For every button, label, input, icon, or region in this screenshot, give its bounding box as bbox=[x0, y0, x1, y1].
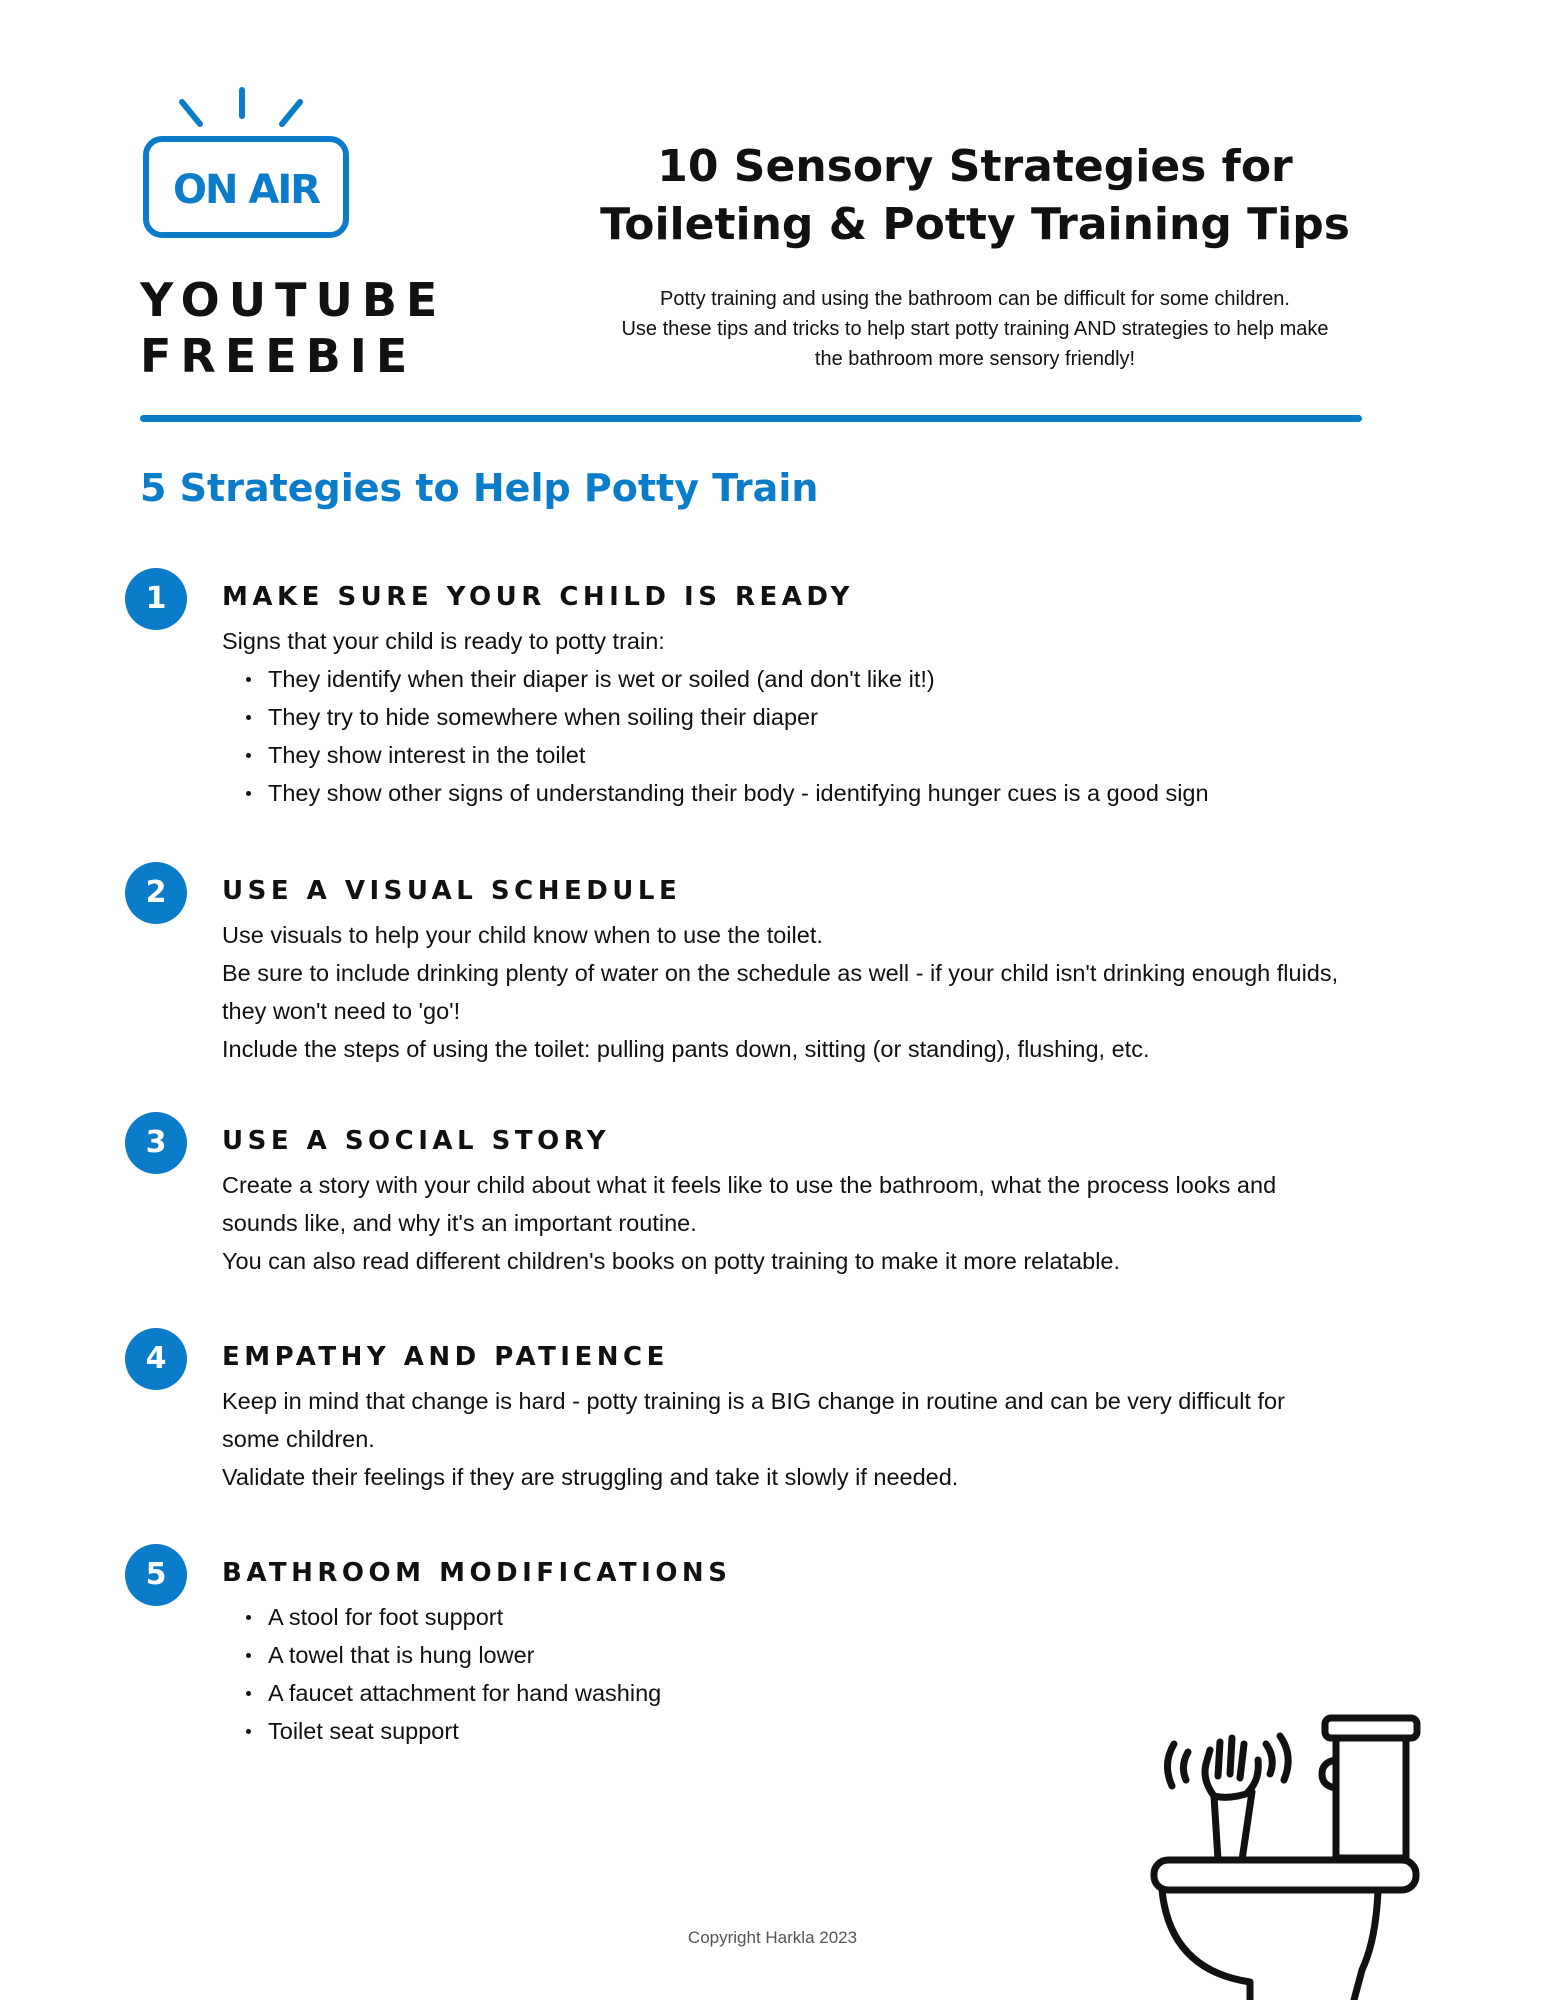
strategy-line: they won't need to 'go'! bbox=[222, 998, 461, 1024]
list-item: They show interest in the toilet bbox=[246, 736, 1422, 774]
strategy-number-badge: 4 bbox=[125, 1328, 187, 1390]
list-item: Toilet seat support bbox=[246, 1712, 1422, 1750]
page-title bbox=[560, 138, 1390, 254]
strategy-heading: USE A VISUAL SCHEDULE bbox=[222, 876, 682, 906]
strategy-line: Create a story with your child about what it feels like to use the bathroom, what the process looks and bbox=[222, 1172, 1277, 1198]
strategy-number-badge: 3 bbox=[125, 1112, 187, 1174]
strategy-line: Be sure to include drinking plenty of water on the schedule as well - if your child isn't drinking enough fluids, bbox=[222, 960, 1339, 986]
on-air-label: ON AIR bbox=[172, 167, 320, 213]
list-item: A towel that is hung lower bbox=[246, 1636, 1422, 1674]
strategy-line: Validate their feelings if they are struggling and take it slowly if needed. bbox=[222, 1464, 959, 1490]
strategy-number-badge: 5 bbox=[125, 1544, 187, 1606]
strategy-body bbox=[222, 1382, 1422, 1496]
strategy-line: Use visuals to help your child know when to use the toilet. bbox=[222, 922, 823, 948]
list-item: They try to hide somewhere when soiling their diaper bbox=[246, 698, 1422, 736]
strategy-text: Signs that your child is ready to potty train: bbox=[222, 628, 665, 654]
strategy-line: sounds like, and why it's an important routine. bbox=[222, 1210, 697, 1236]
intro-line-3: the bathroom more sensory friendly! bbox=[814, 348, 1136, 370]
copyright-text: Copyright Harkla 2023 bbox=[687, 1928, 858, 1947]
page-title-line-1: 10 Sensory Strategies for bbox=[657, 141, 1293, 192]
strategy-body bbox=[222, 622, 1422, 812]
strategy-line: some children. bbox=[222, 1426, 375, 1452]
strategy-heading: BATHROOM MODIFICATIONS bbox=[222, 1558, 732, 1588]
divider bbox=[140, 415, 1362, 422]
toilet-hand-waving-icon bbox=[1140, 1700, 1440, 2000]
list-item: They identify when their diaper is wet or soiled (and don't like it!) bbox=[246, 660, 1422, 698]
intro-text bbox=[560, 284, 1390, 374]
intro-line-1: Potty training and using the bathroom can be difficult for some children. bbox=[660, 288, 1290, 310]
strategy-heading: USE A SOCIAL STORY bbox=[222, 1126, 611, 1156]
bullet-list bbox=[222, 660, 1422, 812]
section-title: 5 Strategies to Help Potty Train bbox=[140, 466, 819, 510]
on-air-sign-icon bbox=[140, 84, 360, 244]
strategy-number-badge: 2 bbox=[125, 862, 187, 924]
strategy-body bbox=[222, 1166, 1422, 1280]
strategy-line: Keep in mind that change is hard - potty training is a BIG change in routine and can be very difficult for bbox=[222, 1388, 1285, 1414]
strategy-number-badge: 1 bbox=[125, 568, 187, 630]
freebie-line-1: YOUTUBE bbox=[140, 273, 447, 327]
intro-line-2: Use these tips and tricks to help start potty training AND strategies to help make bbox=[621, 318, 1329, 340]
list-item: A stool for foot support bbox=[246, 1598, 1422, 1636]
youtube-freebie-label bbox=[140, 272, 446, 384]
strategy-body bbox=[222, 916, 1422, 1068]
page-title-line-2: Toileting & Potty Training Tips bbox=[600, 199, 1350, 250]
strategy-line: You can also read different children's books on potty training to make it more relatable. bbox=[222, 1248, 1121, 1274]
list-item: A faucet attachment for hand washing bbox=[246, 1674, 1422, 1712]
freebie-line-2: FREEBIE bbox=[140, 329, 417, 383]
list-item: They show other signs of understanding their body - identifying hunger cues is a good sign bbox=[246, 774, 1422, 812]
strategy-line: Include the steps of using the toilet: pulling pants down, sitting (or standing), flushing, etc. bbox=[222, 1036, 1150, 1062]
strategy-heading: MAKE SURE YOUR CHILD IS READY bbox=[222, 582, 854, 612]
strategy-heading: EMPATHY AND PATIENCE bbox=[222, 1342, 669, 1372]
